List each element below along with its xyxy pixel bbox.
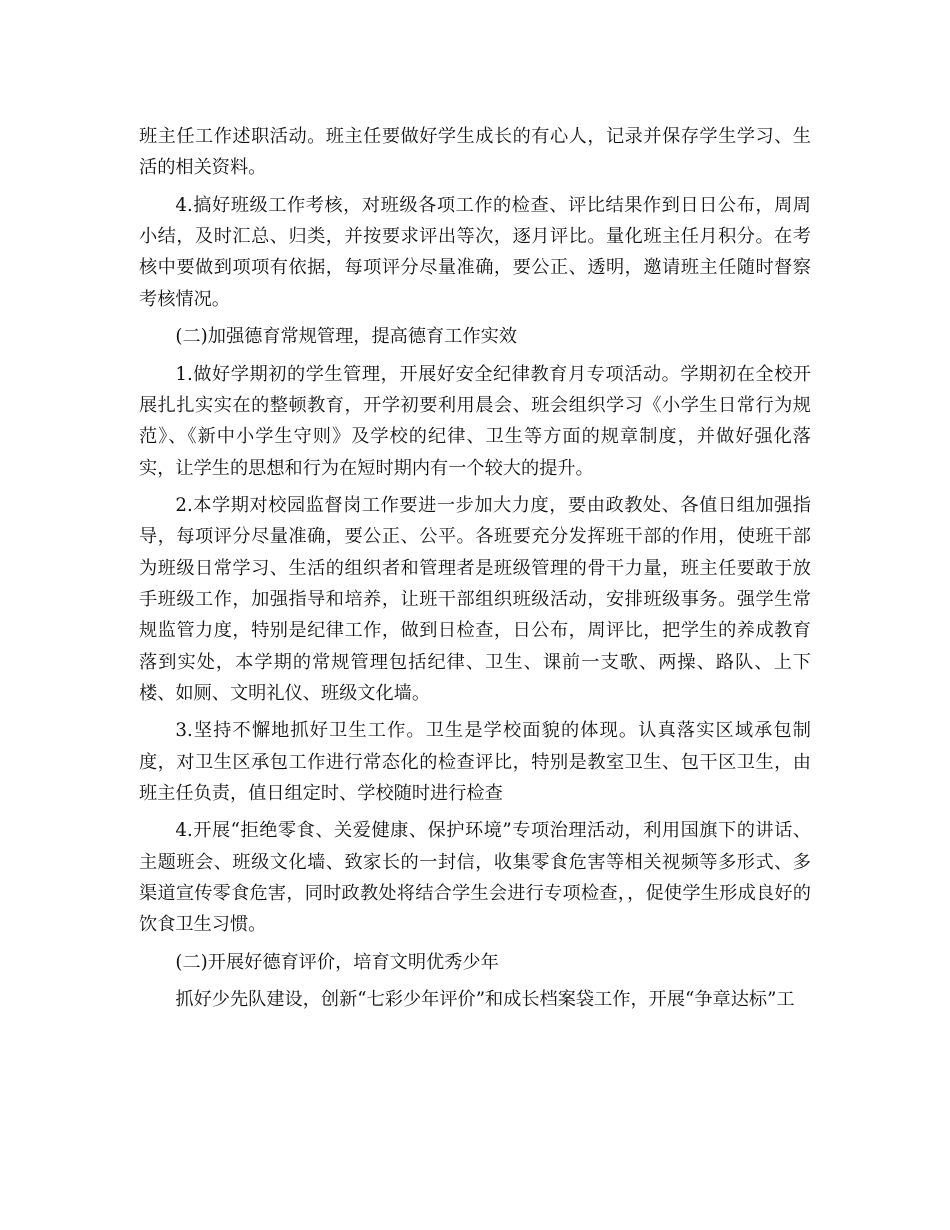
section-heading-routine-management: (二)加强德育常规管理，提高德育工作实效: [175, 326, 517, 348]
paragraph-hygiene: 3.坚持不懈地抓好卫生工作。卫生是学校面貌的体现。认真落实区域承包制度，对卫生区承包工作进行常态化的检查评比，特别是教室卫生、包干区卫生，由班主任负责，值日组定时、学校随时进行检查: [139, 720, 811, 804]
paragraph-young-pioneers: 抓好少先队建设，创新“七彩少年评价”和成长档案袋工作，开展“争章达标”工: [175, 989, 795, 1011]
paragraph-continued: 班主任工作述职活动。班主任要做好学生成长的有心人，记录并保存学生学习、生活的相关资料。: [139, 126, 811, 179]
section-heading-moral-evaluation: (二)开展好德育评价，培育文明优秀少年: [175, 951, 499, 973]
paragraph-snack-campaign: 4.开展“拒绝零食、关爱健康、保护环境”专项治理活动，利用国旗下的讲话、主题班会、班级文化墙、致家长的一封信，收集零食危害等相关视频等多形式、多渠道宣传零食危害，同时政教处将结合学生会进行专项检查，，促使学生形成良好的饮食卫生习惯。: [139, 820, 811, 936]
paragraph-supervision-post: 2.本学期对校园监督岗工作要进一步加大力度，要由政教处、各值日组加强指导，每项评分尽量准确，要公正、公平。各班要充分发挥班干部的作用，使班干部为班级日常学习、生活的组织者和管理者是班级管理的骨干力量，班主任要敢于放手班级工作，加强指导和培养，让班干部组织班级活动，安排班级事务。强学生常规监管力度，特别是纪律工作，做到日检查，日公布，周评比，把学生的养成教育落到实处，本学期的常规管理包括纪律、卫生、课前一支歌、两操、路队、上下楼、如厕、文明礼仪、班级文化墙。: [139, 495, 811, 704]
paragraph-assessment: 4.搞好班级工作考核，对班级各项工作的检查、评比结果作到日日公布，周周小结，及时汇总、归类，并按要求评出等次，逐月评比。量化班主任月积分。在考核中要做到项项有依据，每项评分尽量准确，要公正、透明，邀请班主任随时督察考核情况。: [139, 194, 811, 310]
document-body: [139, 121, 811, 1022]
paragraph-semester-start: 1.做好学期初的学生管理，开展好安全纪律教育月专项活动。学期初在全校开展扎扎实实在的整顿教育，开学初要利用晨会、班会组织学习《小学生日常行为规范》、《新中小学生守则》及学校的纪律、卫生等方面的规章制度，并做好强化落实，让学生的思想和行为在短时期内有一个较大的提升。: [139, 363, 811, 479]
